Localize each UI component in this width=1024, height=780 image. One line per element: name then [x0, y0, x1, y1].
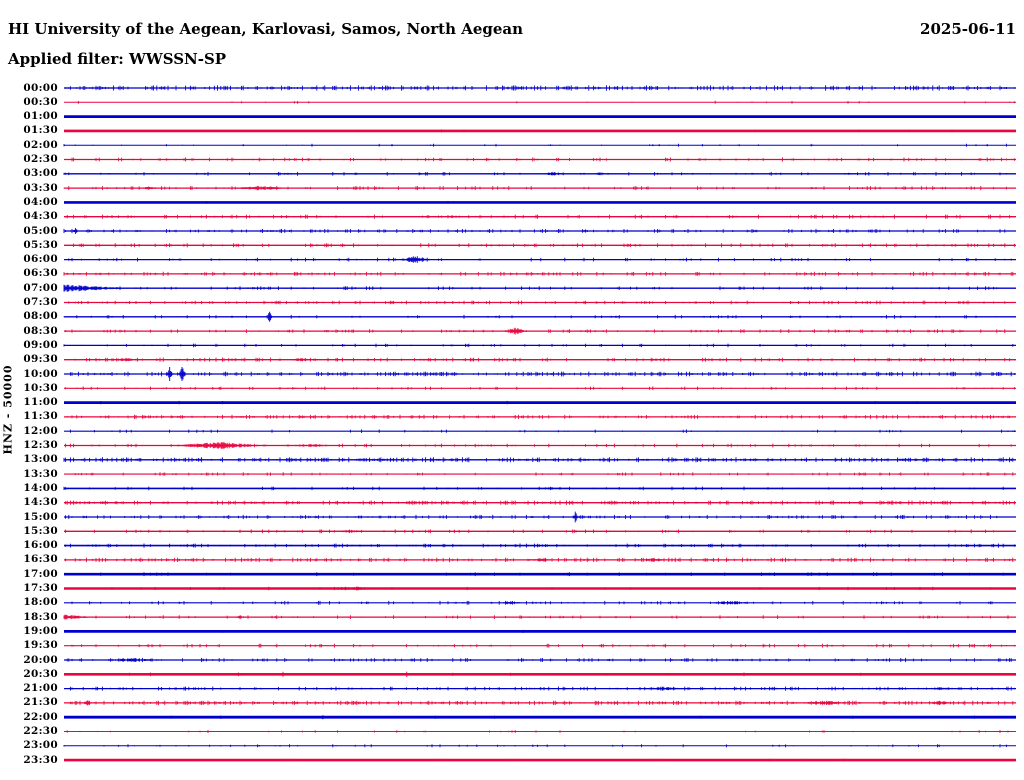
time-label: 15:30 — [23, 524, 58, 537]
filter-label: Applied filter: WWSSN-SP — [8, 50, 227, 68]
time-label: 22:30 — [23, 725, 58, 737]
time-label: 10:30 — [23, 381, 58, 394]
time-label: 06:00 — [23, 253, 58, 266]
time-label: 07:00 — [23, 281, 58, 294]
time-label: 14:00 — [23, 481, 58, 494]
time-label: 02:30 — [23, 153, 58, 165]
time-label: 09:00 — [23, 338, 58, 351]
time-label: 20:00 — [23, 653, 58, 666]
page-title: HI University of the Aegean, Karlovasi, Samos, North Aegean — [8, 20, 524, 38]
time-label: 05:30 — [23, 238, 58, 251]
time-label: 06:30 — [23, 267, 58, 280]
time-label: 14:30 — [23, 496, 58, 509]
time-label: 07:30 — [23, 296, 58, 308]
time-label: 16:30 — [23, 553, 58, 566]
time-label: 18:30 — [23, 610, 58, 623]
time-label: 10:00 — [23, 367, 58, 380]
time-label: 23:30 — [23, 753, 58, 766]
time-label: 12:00 — [23, 424, 58, 437]
time-label: 15:00 — [23, 510, 58, 523]
time-label: 21:30 — [23, 696, 58, 709]
time-label: 09:30 — [23, 353, 58, 366]
time-label: 01:00 — [23, 110, 58, 123]
time-label: 13:30 — [23, 467, 58, 480]
time-label: 18:00 — [23, 596, 58, 609]
time-label: 08:00 — [23, 310, 58, 323]
time-label: 19:30 — [23, 639, 58, 652]
station-channel-scale-label: HNZ - 50000 — [1, 364, 15, 455]
date-label: 2025-06-11 — [920, 20, 1016, 38]
time-label: 22:00 — [23, 710, 58, 723]
time-label: 21:00 — [23, 682, 58, 695]
time-label: 19:00 — [23, 624, 58, 637]
time-label: 23:00 — [23, 739, 58, 752]
time-label: 11:30 — [23, 410, 58, 423]
time-label: 17:30 — [23, 582, 58, 594]
time-label: 08:30 — [23, 324, 58, 337]
time-label: 13:00 — [23, 453, 58, 466]
time-label: 00:00 — [23, 81, 58, 94]
time-label: 12:30 — [23, 439, 58, 451]
time-label: 01:30 — [23, 124, 58, 137]
time-label: 00:30 — [23, 95, 58, 108]
time-label: 05:00 — [23, 224, 58, 237]
time-label: 20:30 — [23, 667, 58, 680]
time-label: 02:00 — [23, 138, 58, 151]
time-label: 04:00 — [23, 195, 58, 208]
time-label: 03:00 — [23, 167, 58, 180]
time-label: 16:00 — [23, 539, 58, 552]
time-label: 17:00 — [23, 567, 58, 580]
time-label: 11:00 — [23, 396, 58, 409]
time-label: 03:30 — [23, 181, 58, 194]
time-label: 04:30 — [23, 210, 58, 223]
